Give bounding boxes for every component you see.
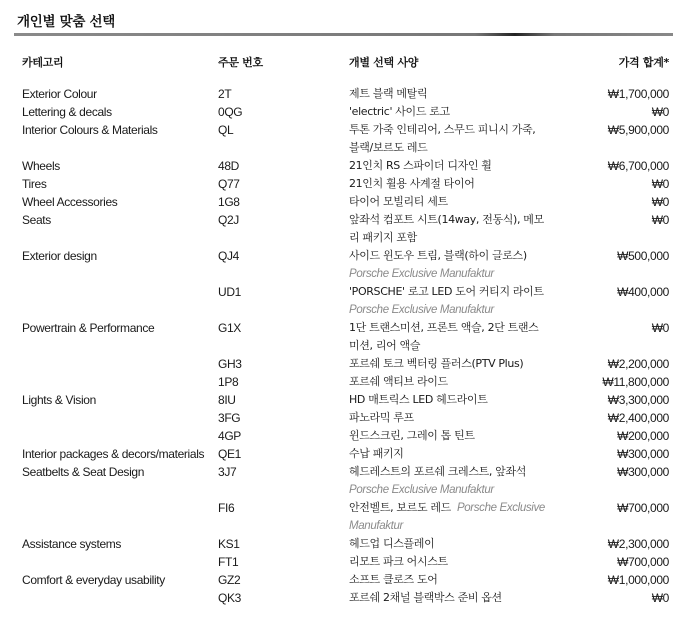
description-line <box>349 355 581 373</box>
row-description <box>349 157 581 175</box>
row-price: ₩700,000 <box>617 555 669 569</box>
table-row <box>0 319 683 355</box>
table-row <box>0 355 683 373</box>
description-line <box>349 337 581 355</box>
description-line <box>349 373 581 391</box>
row-category: Lights & Vision <box>22 393 96 407</box>
row-description <box>349 283 581 319</box>
row-price: ₩2,300,000 <box>607 537 669 551</box>
row-description <box>349 319 581 355</box>
description-line <box>349 409 581 427</box>
description-line <box>349 157 581 175</box>
table-row <box>0 247 683 283</box>
table-row <box>0 499 683 535</box>
row-code: 1P8 <box>218 375 239 389</box>
description-line <box>349 535 581 553</box>
table-row <box>0 535 683 553</box>
row-price: ₩0 <box>651 321 669 335</box>
table-row <box>0 391 683 409</box>
options-table <box>0 85 683 607</box>
description-line <box>349 445 581 463</box>
description-text: 'PORSCHE' 로고 LED 도어 커티지 라이트 <box>349 285 544 298</box>
description-text: 윈드스크린, 그레이 톱 틴트 <box>349 429 475 442</box>
page-title: 개인별 맞춤 선택 <box>17 14 115 30</box>
row-code: FT1 <box>218 555 239 569</box>
row-description <box>349 193 581 211</box>
row-category: Comfort & everyday usability <box>22 573 165 587</box>
row-category: Exterior Colour <box>22 87 97 101</box>
row-price: ₩500,000 <box>617 249 669 263</box>
row-price: ₩2,200,000 <box>607 357 669 371</box>
row-description <box>349 463 581 499</box>
table-row <box>0 409 683 427</box>
row-price: ₩0 <box>651 177 669 191</box>
row-price: ₩11,800,000 <box>602 375 669 389</box>
description-text: 헤드업 디스플레이 <box>349 537 435 550</box>
row-description <box>349 211 581 247</box>
description-line <box>349 319 581 337</box>
row-price: ₩0 <box>651 213 669 227</box>
description-line <box>349 247 581 265</box>
description-text: 'electric' 사이드 로고 <box>349 105 450 118</box>
manufaktur-note: Porsche Exclusive Manufaktur <box>349 268 494 280</box>
row-price: ₩0 <box>651 591 669 605</box>
table-row <box>0 553 683 571</box>
row-code: 48D <box>218 159 239 173</box>
description-line <box>349 121 581 139</box>
description-line <box>349 391 581 409</box>
description-text: 21인치 휠용 사계절 타이어 <box>349 177 475 190</box>
row-description <box>349 535 581 553</box>
description-text: 투톤 가죽 인테리어, 스무드 피니시 가죽, <box>349 123 536 136</box>
row-description <box>349 247 581 283</box>
title-divider <box>14 33 673 36</box>
header-code: 주문 번호 <box>218 56 263 69</box>
description-line <box>349 211 581 229</box>
description-line <box>349 463 581 481</box>
row-code: 3FG <box>218 411 241 425</box>
description-text: 블랙/보르도 레드 <box>349 141 428 154</box>
row-description <box>349 427 581 445</box>
row-code: 0QG <box>218 105 243 119</box>
row-category: Interior packages & decors/materials <box>22 447 205 461</box>
description-line <box>349 427 581 445</box>
row-price: ₩1,700,000 <box>607 87 669 101</box>
row-code: 1G8 <box>218 195 240 209</box>
description-text: 리모트 파크 어시스트 <box>349 555 448 568</box>
table-row <box>0 571 683 589</box>
description-text: 1단 트랜스미션, 프론트 액슬, 2단 트랜스 <box>349 321 539 334</box>
description-text: 리 패키지 포함 <box>349 231 417 244</box>
description-line <box>349 175 581 193</box>
row-code: 3J7 <box>218 465 237 479</box>
manufaktur-note: Porsche Exclusive <box>456 502 545 514</box>
description-line <box>349 193 581 211</box>
row-code: Q2J <box>218 213 239 227</box>
row-description <box>349 355 581 373</box>
description-text: 포르쉐 토크 벡터링 플러스(PTV Plus) <box>349 357 524 370</box>
description-text: 앞좌석 컴포트 시트(14way, 전동식), 메모 <box>349 213 544 226</box>
description-text: HD 매트릭스 LED 헤드라이트 <box>349 393 488 406</box>
row-description <box>349 175 581 193</box>
row-price: ₩6,700,000 <box>607 159 669 173</box>
table-row <box>0 373 683 391</box>
row-category: Seatbelts & Seat Design <box>22 465 145 479</box>
row-code: QJ4 <box>218 249 239 263</box>
description-text: 안전벨트, 보르도 레드 <box>349 501 451 514</box>
description-line <box>349 139 581 157</box>
manufaktur-note: Manufaktur <box>349 520 404 532</box>
row-category: Wheel Accessories <box>22 195 118 209</box>
manufaktur-note: Porsche Exclusive Manufaktur <box>349 484 494 496</box>
table-row <box>0 445 683 463</box>
row-description <box>349 589 581 607</box>
row-code: G1X <box>218 321 241 335</box>
row-price: ₩300,000 <box>617 465 669 479</box>
table-row <box>0 283 683 319</box>
row-description <box>349 553 581 571</box>
row-category: Seats <box>22 213 51 227</box>
row-category: Lettering & decals <box>22 105 112 119</box>
description-line <box>349 589 581 607</box>
table-row <box>0 211 683 247</box>
table-row <box>0 175 683 193</box>
row-price: ₩1,000,000 <box>607 573 669 587</box>
description-text: 포르쉐 2채널 블랙박스 준비 옵션 <box>349 591 502 604</box>
row-category: Tires <box>22 177 47 191</box>
table-row <box>0 85 683 103</box>
row-code: GH3 <box>218 357 242 371</box>
row-price: ₩700,000 <box>617 501 669 515</box>
description-line <box>349 103 581 121</box>
row-category: Interior Colours & Materials <box>22 123 158 137</box>
row-category: Powertrain & Performance <box>22 321 155 335</box>
row-price: ₩0 <box>651 195 669 209</box>
manufaktur-note: Porsche Exclusive Manufaktur <box>349 304 494 316</box>
description-text: 미션, 리어 액슬 <box>349 339 421 352</box>
row-code: QK3 <box>218 591 241 605</box>
description-line <box>349 553 581 571</box>
description-line <box>349 499 581 517</box>
row-price: ₩3,300,000 <box>607 393 669 407</box>
table-row <box>0 157 683 175</box>
description-text: 헤드레스트의 포르쉐 크레스트, 앞좌석 <box>349 465 527 478</box>
row-code: QL <box>218 123 234 137</box>
row-price: ₩200,000 <box>617 429 669 443</box>
description-text: 타이어 모빌리티 세트 <box>349 195 448 208</box>
row-code: QE1 <box>218 447 241 461</box>
description-line <box>349 571 581 589</box>
row-code: UD1 <box>218 285 241 299</box>
row-price: ₩400,000 <box>617 285 669 299</box>
table-row <box>0 589 683 607</box>
description-text: 21인치 RS 스파이더 디자인 휠 <box>349 159 492 172</box>
row-price: ₩0 <box>651 105 669 119</box>
table-row <box>0 427 683 445</box>
description-line <box>349 229 581 247</box>
row-description <box>349 85 581 103</box>
row-description <box>349 409 581 427</box>
row-price: ₩2,400,000 <box>607 411 669 425</box>
row-description <box>349 571 581 589</box>
description-text: 수납 패키지 <box>349 447 404 460</box>
row-description <box>349 445 581 463</box>
table-row <box>0 121 683 157</box>
row-code: Q77 <box>218 177 240 191</box>
description-line <box>349 283 581 301</box>
table-row <box>0 103 683 121</box>
row-category: Exterior design <box>22 249 97 263</box>
row-code: FI6 <box>218 501 235 515</box>
row-price: ₩300,000 <box>617 447 669 461</box>
row-code: KS1 <box>218 537 240 551</box>
table-row <box>0 463 683 499</box>
row-price: ₩5,900,000 <box>607 123 669 137</box>
description-line <box>349 85 581 103</box>
description-text: 포르쉐 액티브 라이드 <box>349 375 448 388</box>
row-category: Wheels <box>22 159 60 173</box>
header-description: 개별 선택 사양 <box>349 56 419 69</box>
header-price: 가격 합계* <box>618 56 669 69</box>
table-row <box>0 193 683 211</box>
description-text: 소프트 클로즈 도어 <box>349 573 438 586</box>
row-code: GZ2 <box>218 573 241 587</box>
row-code: 2T <box>218 87 232 101</box>
description-text: 파노라믹 루프 <box>349 411 414 424</box>
row-category: Assistance systems <box>22 537 122 551</box>
description-text: 사이드 윈도우 트림, 블랙(하이 글로스) <box>349 249 527 262</box>
row-description <box>349 373 581 391</box>
row-description <box>349 103 581 121</box>
row-description <box>349 391 581 409</box>
row-code: 4GP <box>218 429 241 443</box>
header-category: 카테고리 <box>22 56 64 69</box>
description-text: 제트 블랙 메탈릭 <box>349 87 428 100</box>
row-code: 8IU <box>218 393 236 407</box>
row-description <box>349 121 581 157</box>
row-description <box>349 499 581 535</box>
